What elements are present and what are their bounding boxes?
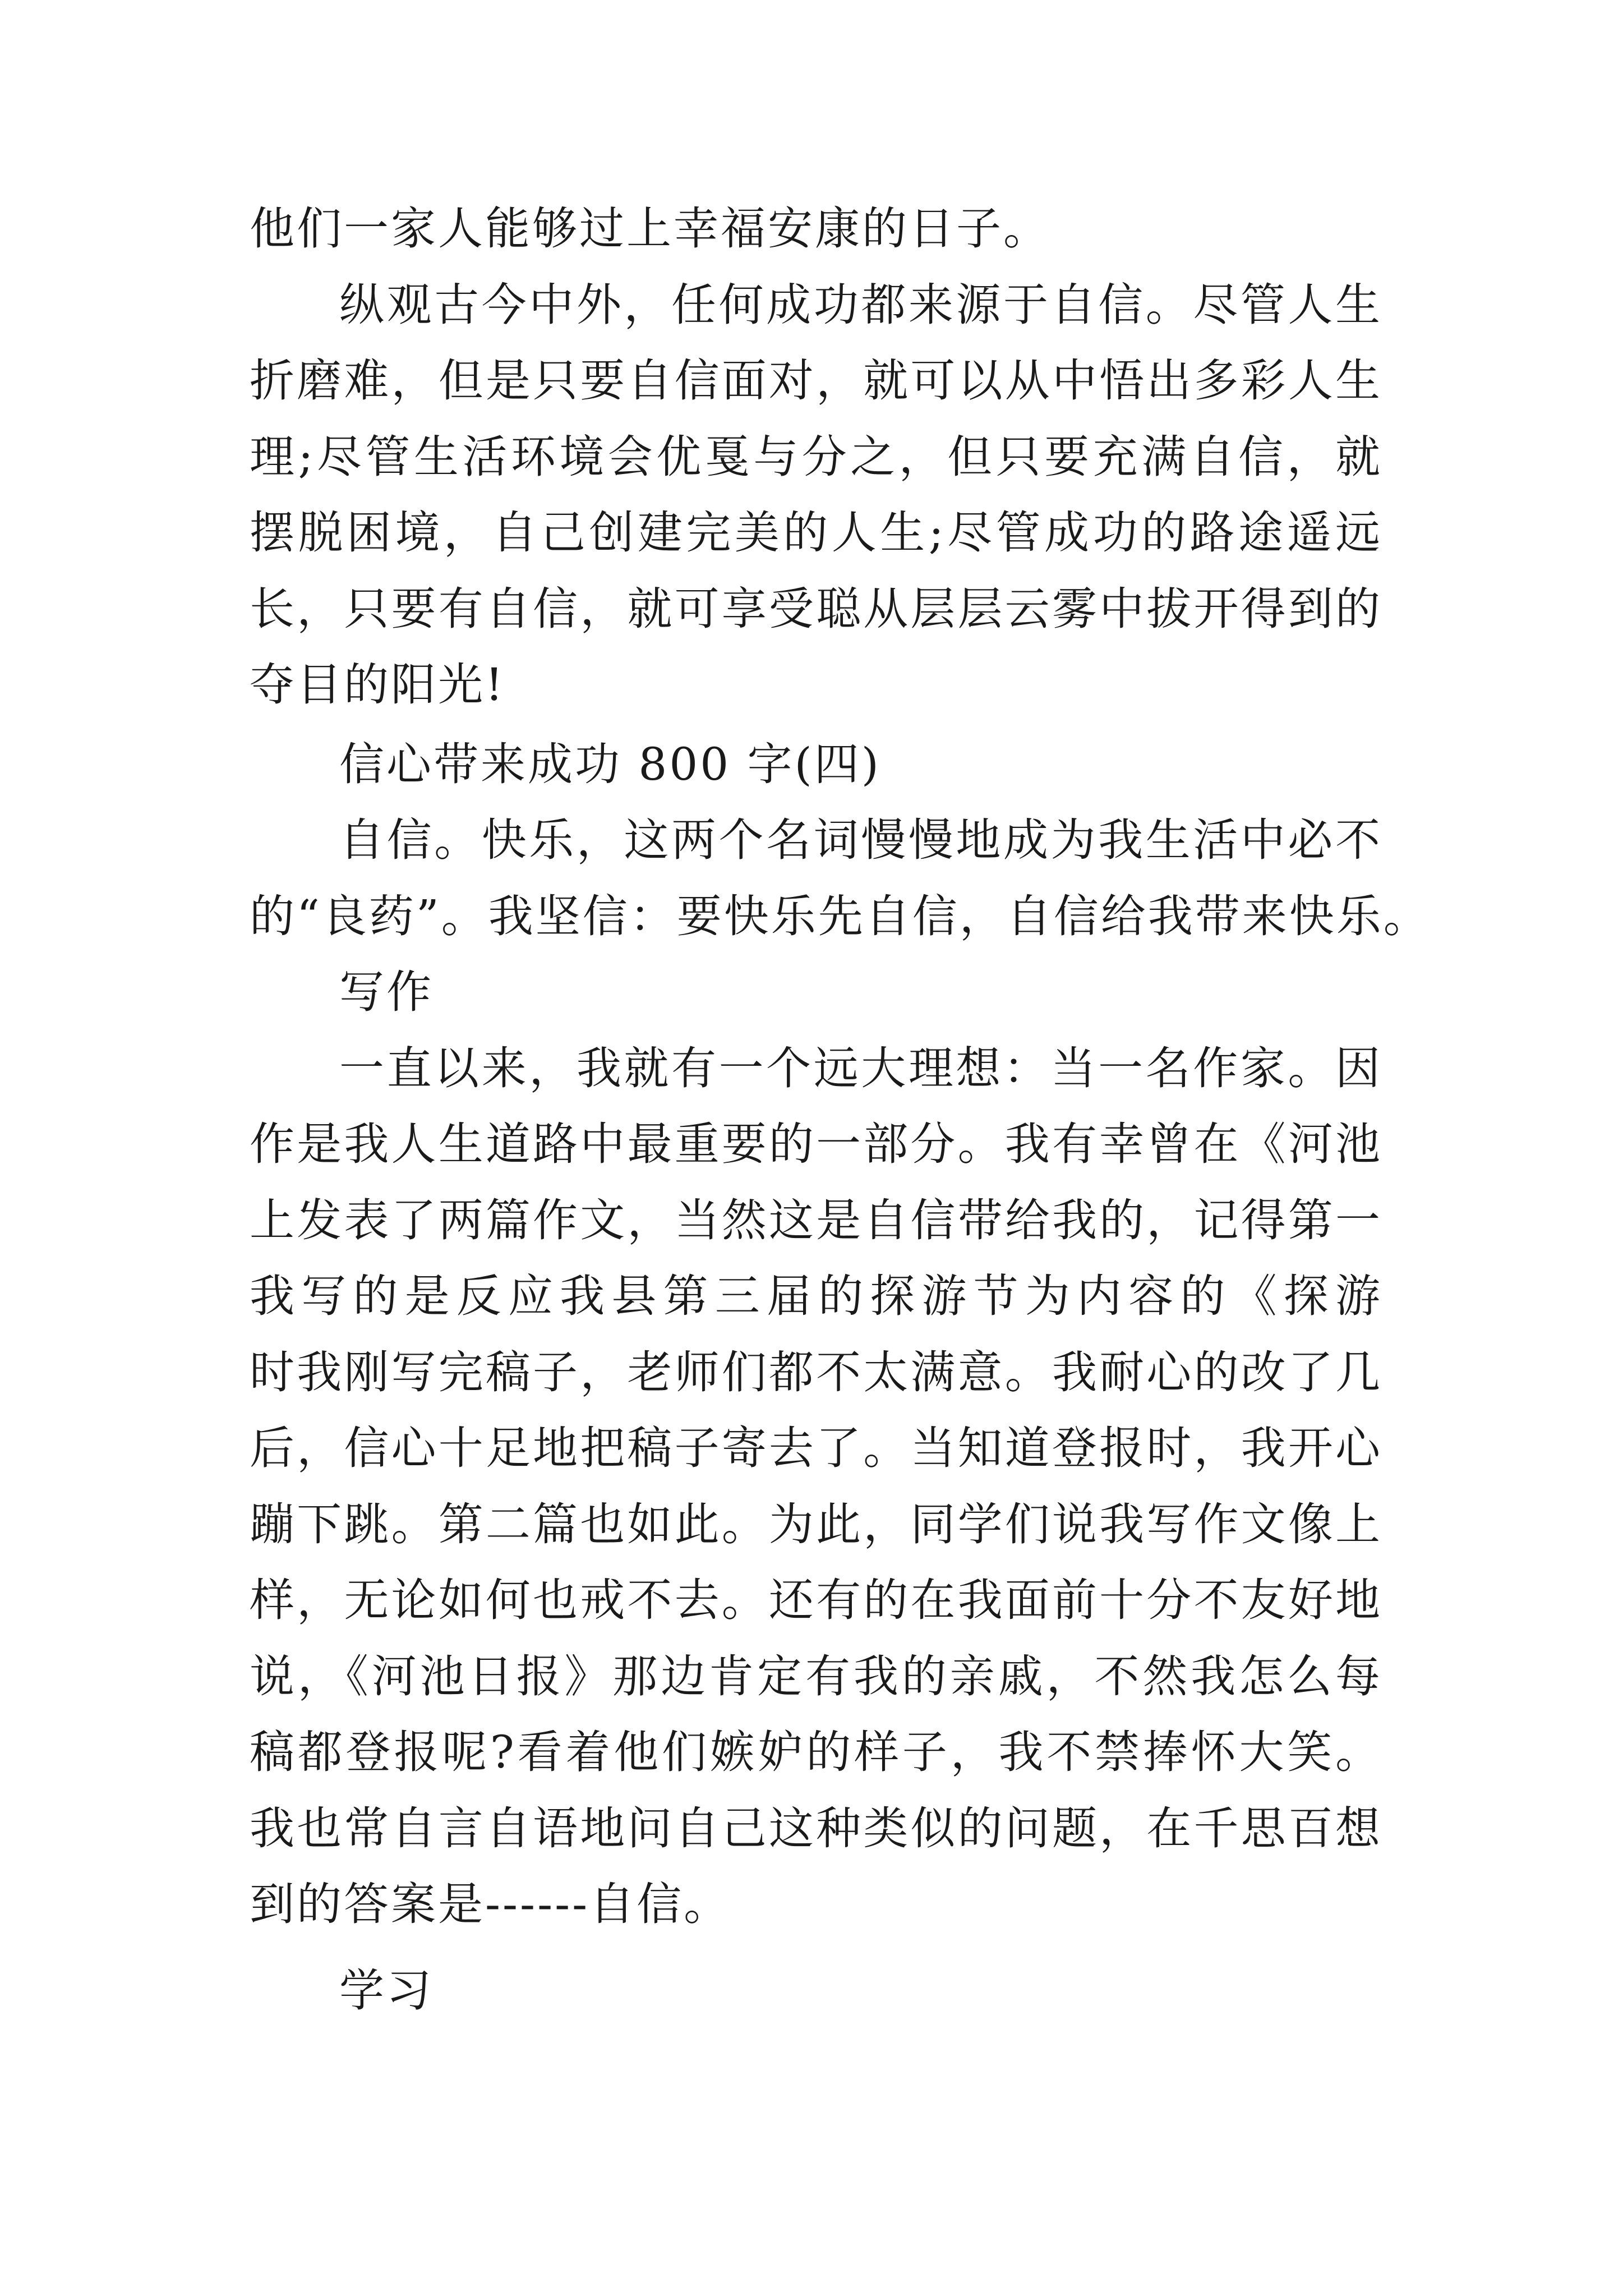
text-line: 自信。快乐，这两个名词慢慢地成为我生活中必不	[339, 814, 1382, 866]
text-line: 时我刚写完稿子，老师们都不太满意。我耐心的改了几	[250, 1346, 1382, 1398]
text-line: 到的答案是------自信。	[250, 1878, 731, 1930]
text-line: 纵观古今中外，任何成功都来源于自信。尽管人生	[339, 278, 1382, 331]
text-line: 折磨难，但是只要自信面对，就可以从中悟出多彩人生	[250, 355, 1382, 407]
text-line: 我写的是反应我县第三届的探游节为内容的《探游	[250, 1270, 1382, 1322]
text-line: 上发表了两篇作文，当然这是自信带给我的，记得第一	[250, 1194, 1382, 1246]
text-line: 长，只要有自信，就可享受聪从层层云雾中拔开得到的	[250, 582, 1382, 635]
text-line: 摆脱困境，自己创建完美的人生;尽管成功的路途遥远	[250, 507, 1382, 559]
text-line: 他们一家人能够过上幸福安康的日子。	[250, 203, 1050, 255]
text-line: 说，《河池日报》那边肯定有我的亲戚，不然我怎么每	[250, 1650, 1382, 1703]
text-line: 作是我人生道路中最重要的一部分。我有幸曾在《河池	[250, 1118, 1382, 1170]
text-line: 稿都登报呢?看着他们嫉妒的样子，我不禁捧怀大笑。	[250, 1726, 1382, 1778]
text-line: 我也常自言自语地问自己这种类似的问题，在千思百想	[250, 1802, 1382, 1855]
text-line: 的“良药”。我坚信：要快乐先自信，自信给我带来快乐。	[250, 890, 1431, 942]
text-line: 样，无论如何也戒不去。还有的在我面前十分不友好地	[250, 1574, 1382, 1626]
subsection-heading: 学习	[339, 1964, 434, 2017]
subsection-heading: 写作	[339, 966, 434, 1018]
text-line: 理;尽管生活环境会优戛与分之，但只要充满自信，就	[250, 430, 1382, 483]
text-line: 后，信心十足地把稿子寄去了。当知道登报时，我开心	[250, 1422, 1382, 1474]
text-line: 夺目的阳光!	[250, 659, 506, 711]
text-line: 一直以来，我就有一个远大理想：当一名作家。因	[339, 1042, 1382, 1094]
section-heading: 信心带来成功 800 字(四)	[339, 738, 881, 790]
document-body	[250, 191, 1431, 2028]
text-line: 蹦下跳。第二篇也如此。为此，同学们说我写作文像上	[250, 1498, 1382, 1550]
